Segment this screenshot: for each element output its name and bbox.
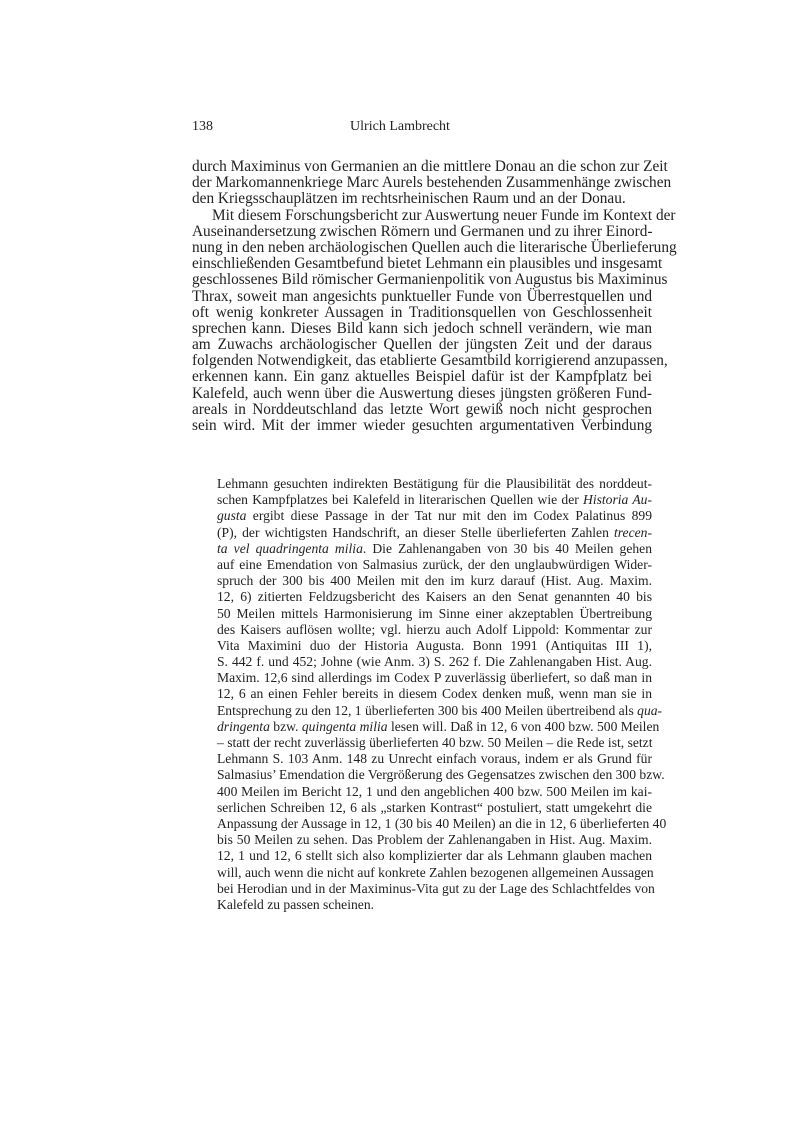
text-line xyxy=(217,541,652,557)
text-line xyxy=(192,352,668,370)
text-segment: – statt der recht zuverlässig überlieferten 40 bzw. 50 Meilen – die Rede ist, setzt xyxy=(217,735,653,750)
text-segment: bei Herodian und in der Maximinus-Vita gut zu der Lage des Schlachtfeldes von xyxy=(217,880,655,896)
text-line xyxy=(192,386,652,402)
text-segment: durch Maximinus von Germanien an die mittlere Donau an die schon zur Zeit xyxy=(192,158,668,175)
text-line xyxy=(217,718,660,735)
text-segment: am Zuwachs archäologischer Quellen der jüngsten Zeit und der daraus xyxy=(192,336,652,354)
text-segment: 12, 6) zitierten Feldzugsbericht des Kaisers an den Senat genannten 40 bis xyxy=(217,589,652,605)
text-line xyxy=(192,337,652,353)
text-line xyxy=(192,255,663,273)
text-line xyxy=(217,622,652,638)
text-segment: 400 Meilen im Bericht 12, 1 und den angeblichen 400 bzw. 500 Meilen im kai- xyxy=(217,783,652,799)
text-segment: einschließenden Gesamtbefund bietet Lehmann ein plausibles und insgesamt xyxy=(192,255,663,273)
text-segment: oft wenig konkreter Aussagen in Traditionsquellen von Geschlossenheit xyxy=(192,303,652,321)
text-line xyxy=(217,702,663,719)
text-line xyxy=(217,897,652,913)
text-line xyxy=(217,492,652,508)
text-line xyxy=(192,191,652,207)
text-segment: . Die Zahlenangaben von 30 bis 40 Meilen gehen xyxy=(362,540,652,556)
text-line xyxy=(217,476,652,492)
text-line xyxy=(217,880,655,897)
text-segment: serlichen Schreiben 12, 6 als „starken Kontrast“ postuliert, statt umgekehrt die xyxy=(217,799,652,815)
italic-text: gusta xyxy=(217,508,247,524)
text-segment: der Markomannenkriege Marc Aurels bestehenden Zusammenhänge zwischen xyxy=(192,174,672,192)
text-segment: bis 50 Meilen zu sehen. Das Problem der Zahlenangaben in Hist. Aug. Maxim. xyxy=(217,832,652,848)
text-segment: Maxim. 12,6 sind allerdings im Codex P zuverlässig überliefert, so daß man in xyxy=(217,670,652,686)
italic-text: Historia Au- xyxy=(583,492,652,508)
page-number: 138 xyxy=(192,119,213,134)
text-segment: Auseinandersetzung zwischen Römern und Germanen und zu ihrer Einord- xyxy=(192,222,653,240)
text-segment: folgenden Notwendigkeit, das etablierte Gesamtbild korrigierend anzupassen, xyxy=(192,352,668,370)
text-segment: Entsprechung zu den 12, 1 überlieferten 300 bis 400 Meilen übertreibend als xyxy=(217,702,638,718)
text-line xyxy=(217,638,652,654)
text-line xyxy=(217,815,667,832)
italic-text: qua- xyxy=(637,702,663,718)
text-line xyxy=(217,573,652,589)
text-segment: auf eine Emendation von Salmasius zurück, der den unglaubwürdigen Wider- xyxy=(217,556,652,572)
text-line xyxy=(192,238,677,256)
text-segment: Mit diesem Forschungsbericht zur Auswertung neuer Funde im Kontext der xyxy=(212,206,676,224)
text-line xyxy=(192,174,672,192)
text-line xyxy=(217,848,652,864)
text-segment: den Kriegsschauplätzen im rechtsrheinischen Raum und an der Donau. xyxy=(192,190,626,208)
text-segment: schen Kampfplatzes bei Kalefeld in literarischen Quellen wie der xyxy=(217,492,584,508)
text-line xyxy=(217,557,652,573)
text-segment: sprechen kann. Dieses Bild kann sich jedoch schnell verändern, wie man xyxy=(192,319,652,337)
text-line xyxy=(217,767,665,783)
text-segment: erkennen kann. Ein ganz aktuelles Beispiel dafür ist der Kampfplatz bei xyxy=(192,368,652,386)
text-segment: bzw. xyxy=(269,718,302,734)
text-segment: Thrax, soweit man angesichts punktueller Funde von Überrestquellen und xyxy=(192,287,652,305)
text-segment: des Kaisers auflösen wollte; vgl. hierzu auch Adolf Lippold: Kommentar zur xyxy=(217,621,652,637)
text-segment: Anpassung der Aussage in 12, 1 (30 bis 40 Meilen) an die in 12, 6 überlieferten 40 xyxy=(217,815,667,831)
text-line xyxy=(192,369,652,385)
text-segment: sein wird. Mit der immer wieder gesuchten argumentativen Verbindung xyxy=(192,417,652,434)
text-line xyxy=(192,402,652,418)
text-line xyxy=(217,654,652,670)
text-line xyxy=(192,289,652,305)
text-segment: Vita Maximini duo der Historia Augusta. Bonn 1991 (Antiquitas III 1), xyxy=(217,637,652,653)
text-segment: lesen will. Daß in 12, 6 von 400 bzw. 500 Meilen xyxy=(387,718,660,734)
text-line xyxy=(217,508,652,524)
text-line xyxy=(217,832,652,848)
body-text xyxy=(192,158,677,434)
text-line xyxy=(217,606,652,622)
text-line xyxy=(192,158,668,175)
italic-text: dringenta xyxy=(217,718,270,734)
italic-text: quingenta milia xyxy=(301,718,388,734)
text-line xyxy=(217,589,652,605)
text-line xyxy=(217,670,652,686)
text-segment: Kalefeld zu passen scheinen. xyxy=(217,896,375,912)
text-line xyxy=(192,305,652,321)
text-line xyxy=(192,418,652,434)
text-segment: 50 Meilen mittels Harmonisierung im Sinne einer akzeptablen Übertreibung xyxy=(217,605,652,621)
text-line xyxy=(217,784,652,800)
text-line xyxy=(217,865,652,881)
text-segment: Salmasius’ Emendation die Vergrößerung des Gegensatzes zwischen den 300 bzw. xyxy=(217,767,665,783)
text-line xyxy=(192,206,676,224)
text-segment: Lehmann S. 103 Anm. 148 zu Unrecht einfach voraus, indem er als Grund für xyxy=(217,751,652,767)
footnote xyxy=(217,476,667,913)
text-segment: geschlossenes Bild römischer Germanienpolitik von Augustus bis Maximinus xyxy=(192,271,668,289)
text-line xyxy=(217,686,652,702)
text-line xyxy=(192,224,652,240)
text-line xyxy=(192,321,652,337)
text-segment: ergibt diese Passage in der Tat nur mit den im Codex Palatinus 899 xyxy=(246,508,652,524)
text-line xyxy=(217,751,652,767)
text-segment: spruch der 300 bis 400 Meilen mit den im kurz darauf (Hist. Aug. Maxim. xyxy=(217,573,652,589)
text-segment: 12, 1 und 12, 6 stellt sich also komplizierter dar als Lehmann glauben machen xyxy=(217,848,652,864)
text-segment: (P), der wichtigsten Handschrift, an dieser Stelle überlieferten Zahlen xyxy=(217,524,614,540)
text-segment: will, auch wenn die nicht auf konkrete Zahlen bezogenen allgemeinen Aussagen xyxy=(217,864,654,880)
italic-text: ta vel quadringenta milia xyxy=(217,540,363,556)
text-line xyxy=(192,271,668,289)
text-line xyxy=(217,800,652,816)
italic-text: trecen- xyxy=(614,524,652,540)
text-line xyxy=(217,735,652,751)
running-head: Ulrich Lambrecht xyxy=(350,119,450,134)
text-segment: nung in den neben archäologischen Quellen auch die literarische Überlieferung xyxy=(192,238,677,256)
text-segment: Lehmann gesuchten indirekten Bestätigung für die Plausibilität des norddeut- xyxy=(217,476,652,491)
text-line xyxy=(217,525,652,541)
text-segment: Kalefeld, auch wenn über die Auswertung dieses jüngsten größeren Fund- xyxy=(192,384,652,402)
text-segment: 12, 6 an einen Fehler bereits in diesem Codex denken muß, wenn man sie in xyxy=(217,686,652,702)
text-segment: areals in Norddeutschland das letzte Wort gewiß noch nicht gesprochen xyxy=(192,400,652,418)
text-segment: S. 442 f. und 452; Johne (wie Anm. 3) S. 262 f. Die Zahlenangaben Hist. Aug. xyxy=(217,654,652,670)
